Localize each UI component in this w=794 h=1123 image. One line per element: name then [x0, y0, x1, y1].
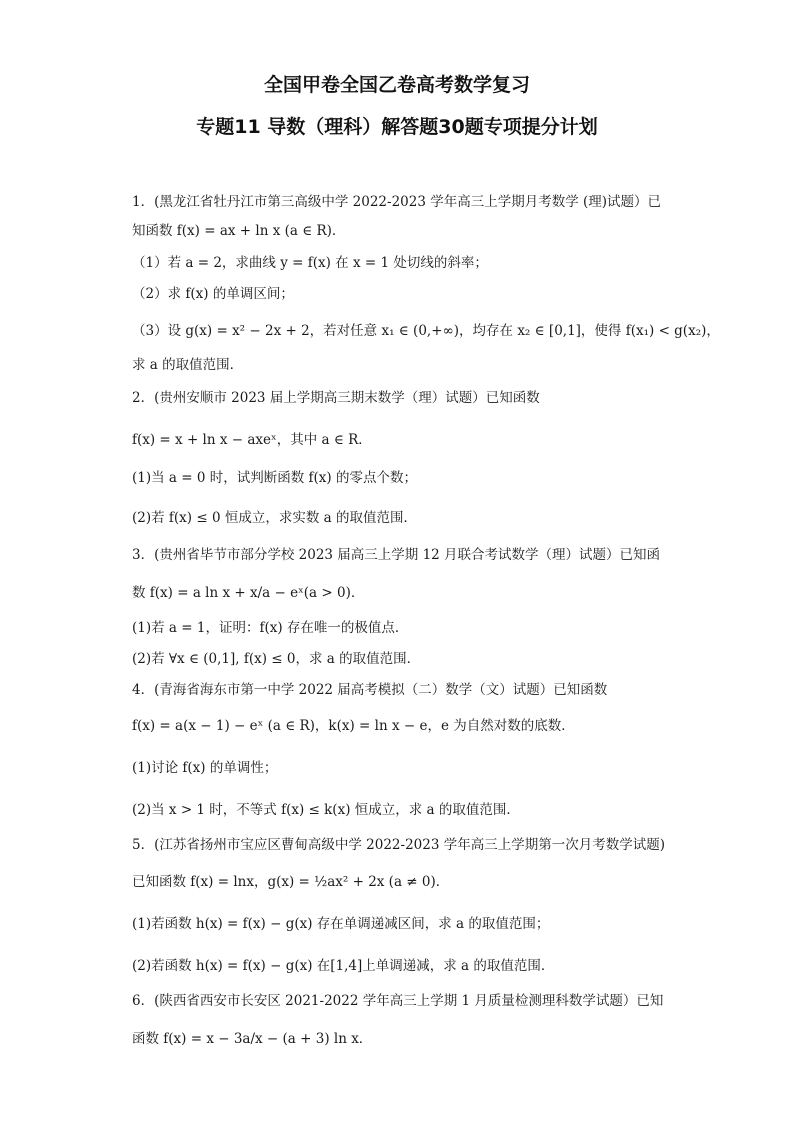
problem-5-line-2: 已知函数 f(x) = lnx，g(x) = ½ax² + 2x (a ≠ 0)． — [132, 874, 450, 890]
problem-3-part-2: (2)若 ∀x ∈ (0,1], f(x) ≤ 0，求 a 的取值范围． — [132, 651, 421, 667]
problem-3-part-1: (1)若 a = 1，证明：f(x) 存在唯一的极值点． — [132, 620, 409, 636]
problem-6-line-1: 6．(陕西省西安市长安区 2021-2022 学年高三上学期 1 月质量检测理科数学试题）已知 — [132, 993, 664, 1009]
problem-1-part-1: （1）若 a = 2，求曲线 y = f(x) 在 x = 1 处切线的斜率； — [132, 255, 488, 271]
problem-1-line-6: 求 a 的取值范围． — [132, 357, 244, 373]
problem-2-part-1: (1)当 a = 0 时，试判断函数 f(x) 的零点个数； — [132, 470, 417, 486]
problem-1-line-2: 知函数 f(x) = ax + ln x (a ∈ R)． — [132, 223, 346, 239]
problem-3-line-1: 3．(贵州省毕节市部分学校 2023 届高三上学期 12 月联合考试数学（理）试题）已知函 — [132, 547, 661, 563]
problem-5-line-1: 5．(江苏省扬州市宝应区曹甸高级中学 2022-2023 学年高三上学期第一次月考数学试题) — [132, 837, 665, 853]
problem-4-line-1: 4．(青海省海东市第一中学 2022 届高考模拟（二）数学（文）试题）已知函数 — [132, 682, 608, 698]
problem-5-part-2: (2)若函数 h(x) = f(x) − g(x) 在[1,4]上单调递减，求 a 的取值范围． — [132, 958, 555, 974]
problem-1-part-2: （2）求 f(x) 的单调区间； — [132, 286, 294, 302]
problem-1-line-1: 1．(黑龙江省牡丹江市第三高级中学 2022-2023 学年高三上学期月考数学 (理)试题）已 — [132, 194, 662, 210]
problem-4-part-1: (1)讨论 f(x) 的单调性； — [132, 760, 278, 776]
problem-2-line-2: f(x) = x + ln x − axeˣ，其中 a ∈ R． — [132, 432, 372, 448]
page-title: 全国甲卷全国乙卷高考数学复习 — [263, 74, 530, 96]
problem-6-line-2: 函数 f(x) = x − 3a/x − (a + 3) ln x． — [132, 1031, 373, 1047]
problem-1-part-3: （3）设 g(x) = x² − 2x + 2，若对任意 x₁ ∈ (0,+∞)，均存在 x₂ ∈ [0,1]，使得 f(x₁) < g(x₂)， — [132, 323, 720, 339]
problem-3-line-2: 数 f(x) = a ln x + x/a − eˣ(a > 0)． — [132, 585, 365, 601]
problem-2-part-2: (2)若 f(x) ≤ 0 恒成立，求实数 a 的取值范围． — [132, 510, 417, 526]
page-subtitle: 专题11 导数（理科）解答题30题专项提分计划 — [196, 116, 598, 138]
problem-2-line-1: 2．(贵州安顺市 2023 届上学期高三期末数学（理）试题）已知函数 — [132, 390, 540, 406]
problem-4-line-2: f(x) = a(x − 1) − eˣ (a ∈ R)，k(x) = ln x − e，e 为自然对数的底数． — [132, 718, 575, 734]
problem-4-part-2: (2)当 x > 1 时，不等式 f(x) ≤ k(x) 恒成立，求 a 的取值范围． — [132, 802, 520, 818]
problem-5-part-1: (1)若函数 h(x) = f(x) − g(x) 存在单调递减区间，求 a 的取值范围； — [132, 916, 550, 932]
